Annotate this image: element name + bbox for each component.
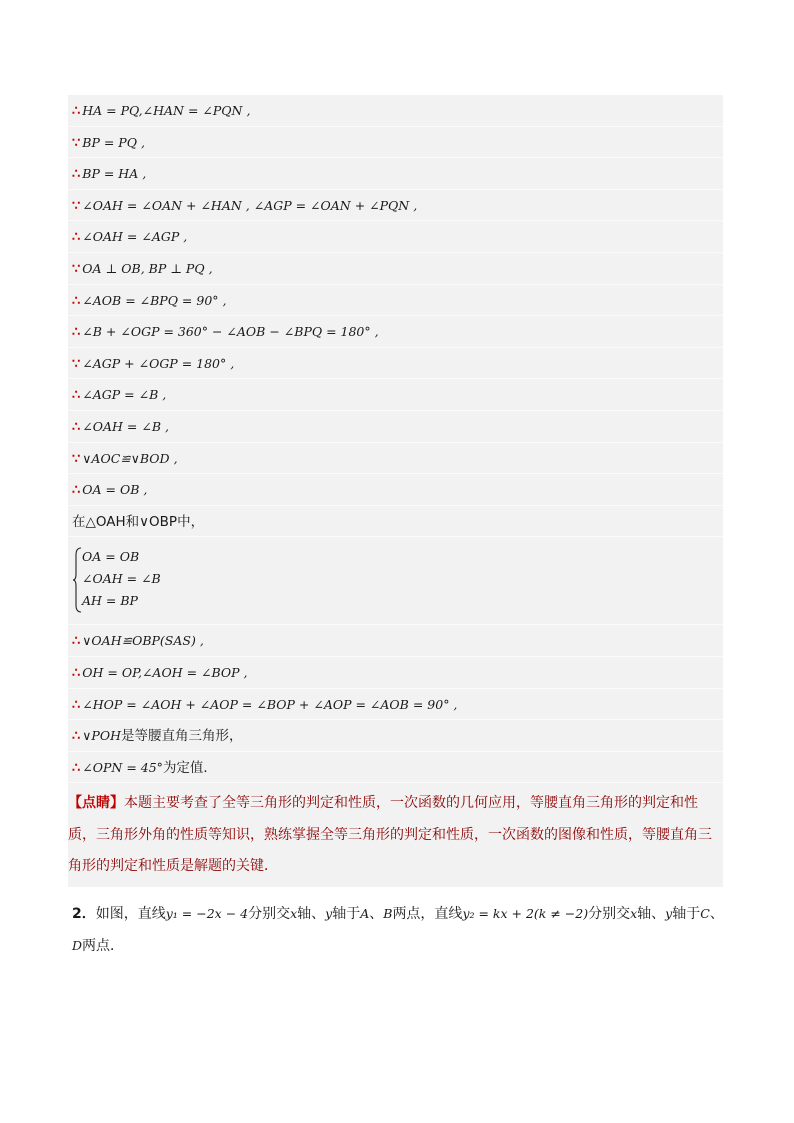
step-symbol: ∴ [72, 665, 81, 681]
step-symbol: ∴ [72, 167, 81, 183]
step-symbol: ∴ [72, 419, 81, 435]
step-math: HA = PQ,∠HAN = ∠PQN [82, 103, 243, 118]
math-expression: B [383, 906, 393, 921]
math-expression: A [360, 906, 370, 921]
solution-step [68, 348, 723, 380]
math-expression: D [72, 938, 83, 953]
step-math: ∠OAH = ∠B [82, 418, 162, 434]
math-expression: x [290, 906, 298, 921]
solution-step [68, 625, 723, 657]
solution-step [68, 158, 723, 190]
step-symbol: ∴ [72, 325, 81, 341]
math-expression: y₁ = −2x − 4 [165, 906, 249, 921]
question-text: 两点，直线 [392, 906, 463, 922]
solution-step [68, 253, 723, 285]
step-symbol: ∴ [72, 230, 81, 246]
math-expression: x [630, 906, 638, 921]
step-symbol: ∵ [72, 261, 81, 277]
step-punct: , [409, 197, 418, 213]
step-punct: , [179, 229, 188, 245]
step-text: 为定值． [162, 759, 217, 776]
step-math: BP = PQ [82, 134, 137, 150]
step-math: BP = HA [82, 166, 139, 182]
step-punct: , [242, 103, 251, 118]
step-symbol: ∴ [72, 729, 81, 745]
solution-step [68, 443, 723, 475]
question-2 [72, 898, 727, 962]
step-math: ∨POH [82, 728, 121, 744]
solution-step [68, 752, 723, 784]
step-punct: , [204, 260, 213, 276]
step-punct: , [138, 166, 147, 182]
step-punct: , [226, 355, 235, 371]
question-text: 分别交 [588, 906, 631, 922]
solution-step [68, 689, 723, 721]
step-math: OH = OP,∠AOH = ∠BOP [82, 664, 240, 680]
solution-step [68, 316, 723, 348]
step-punct: , [139, 482, 148, 498]
question-number: 2． [72, 906, 96, 922]
step-symbol: ∴ [72, 760, 81, 776]
solution-step [68, 411, 723, 443]
step-symbol: ∴ [72, 104, 81, 119]
step-punct: , [195, 633, 204, 649]
step-symbol: ∴ [72, 634, 81, 650]
question-text: 两点． [82, 938, 125, 954]
question-text: 如图，直线 [95, 906, 166, 922]
math-expression: y [325, 906, 333, 921]
key-point-note [68, 783, 723, 887]
solution-step [68, 506, 723, 538]
question-text: 、 [369, 906, 384, 922]
step-math: ∠AGP = ∠B [82, 387, 159, 403]
math-expression: y₂ = kx + 2(k ≠ −2) [462, 906, 589, 921]
step-punct: , [239, 664, 248, 680]
step-symbol: ∴ [72, 388, 81, 404]
question-text: 轴于 [672, 906, 701, 922]
step-math: ∠OAH = ∠AGP [82, 229, 180, 245]
solution-step [68, 221, 723, 253]
question-text: 轴于 [332, 906, 361, 922]
solution-step [68, 474, 723, 506]
step-punct: , [370, 324, 379, 340]
step-math: OA ⊥ OB, BP ⊥ PQ [82, 260, 205, 276]
condition-row: OA = OB [82, 549, 140, 565]
step-math: ∨AOC≌∨BOD [82, 450, 170, 466]
step-symbol: ∴ [72, 483, 81, 499]
condition-row: AH = BP [82, 593, 138, 609]
solution-step [68, 379, 723, 411]
solution-steps [68, 625, 723, 783]
step-punct: , [136, 134, 145, 150]
step-math: OA = OB [82, 482, 140, 498]
solution-steps [68, 95, 723, 537]
solution-block [68, 95, 723, 887]
note-text: 本题主要考查了全等三角形的判定和性质，一次函数的几何应用，等腰直角三角形的判定和性质，三角形外角的性质等知识，熟练掌握全等三角形的判定和性质，一次函数的图像和性质，等腰直角三角形的判定和性质是解题的关键． [68, 795, 712, 875]
condition-row: ∠OAH = ∠B [82, 571, 161, 587]
step-symbol: ∴ [72, 293, 81, 309]
step-punct: , [218, 292, 227, 308]
step-math: ∠AOB = ∠BPQ = 90° [82, 292, 219, 308]
step-symbol: ∴ [72, 697, 81, 713]
math-expression: C [700, 906, 710, 921]
question-text: 轴、 [297, 906, 326, 922]
step-math: ∨OAH≌OBP(SAS) [82, 633, 196, 649]
solution-step [68, 285, 723, 317]
step-punct: , [158, 387, 167, 403]
step-punct: , [449, 696, 458, 712]
step-symbol: ∵ [72, 198, 81, 214]
step-punct: , [169, 450, 178, 466]
left-brace-icon [72, 547, 80, 611]
congruence-conditions [68, 537, 723, 625]
solution-step [68, 190, 723, 222]
step-punct: , [161, 418, 169, 434]
question-text: 轴、 [637, 906, 666, 922]
question-text: 、 [709, 906, 724, 922]
step-math: ∠HOP = ∠AOH + ∠AOP = ∠BOP + ∠AOP = ∠AOB = 90° [82, 696, 450, 712]
step-math: ∠OPN = 45° [82, 759, 163, 775]
step-math: ∠OAH = ∠OAN + ∠HAN , ∠AGP = ∠OAN + ∠PQN [82, 197, 410, 213]
step-text: 是等腰直角三角形， [121, 728, 243, 745]
note-tag: 【点睛】 [68, 795, 124, 812]
step-math: ∠AGP + ∠OGP = 180° [82, 355, 227, 371]
step-symbol: ∵ [72, 451, 81, 467]
step-math: ∠B + ∠OGP = 360° − ∠AOB − ∠BPQ = 180° [82, 324, 371, 340]
step-symbol: ∵ [72, 135, 81, 151]
step-symbol: ∵ [72, 356, 81, 372]
solution-step [68, 95, 723, 127]
solution-step [68, 657, 723, 689]
solution-step [68, 127, 723, 159]
solution-step [68, 720, 723, 752]
question-text: 分别交 [248, 906, 291, 922]
step-text: 在△OAH和∨OBP中， [72, 513, 205, 530]
math-expression: y [665, 906, 673, 921]
